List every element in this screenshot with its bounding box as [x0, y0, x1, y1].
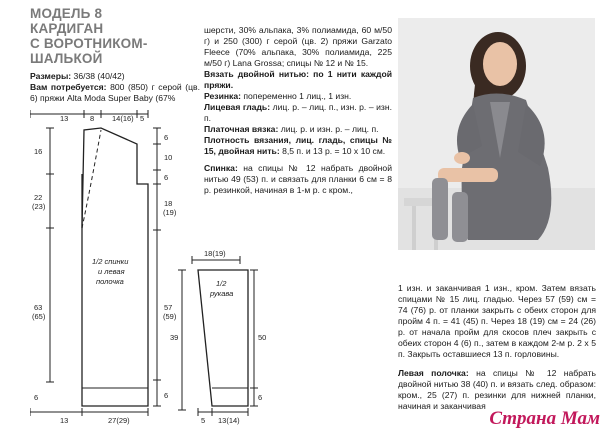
site-watermark: Страна Мам [489, 408, 600, 429]
dim-top-5: 5 [140, 114, 145, 123]
dim-right-10: 10 [164, 153, 173, 162]
density-label: Плотность вязания, лиц. гладь, спицы № 15, двойная нить: [204, 135, 392, 156]
left-front-value: на спицы № 12 набрать двойной нитью 38 (40) п. и вязать след. образом: кром., 25 (27) п. резинки для нижней планки, начиная и заканчивая [398, 368, 596, 412]
garter-label: Платочная вязка: [204, 124, 279, 134]
model-photo [398, 18, 595, 250]
dim-left-63: 63 [34, 303, 43, 312]
sleeve-dim-39: 39 [170, 333, 179, 342]
dim-bottom-13: 13 [60, 416, 69, 425]
sleeve-top-label: 18(19) [204, 249, 226, 258]
dim-top-14: 14(16) [112, 114, 134, 123]
yarn-paragraph: шерсти, 30% альпака, 3% полиамида, 60 м/50 г) и 250 (300) г серой (цв. 2) пряжи Garzato Fleece (70% альпака, 30% полиамида, 225 м/50 г) Lana Grossa; спицы № 12 и № 15. [204, 25, 392, 68]
dim-left-16: 16 [34, 147, 43, 156]
rib-value: попеременно 1 лиц., 1 изн. [241, 91, 352, 101]
dim-top-8: 8 [90, 114, 95, 123]
materials-paragraph [30, 82, 200, 104]
model-photo-illustration [398, 18, 595, 250]
dim-left-6: 6 [34, 393, 39, 402]
article-title [30, 6, 200, 66]
title-line-2: КАРДИГАН [30, 21, 104, 36]
back-label: Спинка: [204, 163, 238, 173]
dim-right-18b: (19) [163, 208, 177, 217]
rib-paragraph [204, 91, 392, 102]
body-piece-label-3: полочка [96, 277, 124, 286]
rib-label: Резинка: [204, 91, 241, 101]
body-piece-label-1: 1/2 спинки [92, 257, 129, 266]
dim-right-6b: 6 [164, 173, 169, 182]
dim-right-6c: 6 [164, 391, 169, 400]
sleeve-dim-bottom-5: 5 [201, 416, 206, 425]
pattern-diagram [30, 110, 274, 426]
double-yarn-note: Вязать двойной нитью: по 1 нити каждой пряжи. [204, 69, 392, 90]
title-line-3: С ВОРОТНИКОМ-ШАЛЬКОЙ [30, 36, 148, 66]
instructions-continued [398, 274, 596, 421]
title-line-1: МОДЕЛЬ 8 [30, 6, 103, 21]
sleeve-dim-bottom-13: 13(14) [218, 416, 240, 425]
sleeve-dim-50: 50 [258, 333, 267, 342]
materials-label: Вам потребуется: [30, 82, 107, 92]
materials-value: 800 (850) г серой (цв. 6) пряжи Alta Moda Super Baby (67% [30, 82, 200, 103]
dim-right-57b: (59) [163, 312, 177, 321]
left-front-label: Левая полочка: [398, 368, 469, 379]
sleeve-dim-6: 6 [258, 393, 263, 402]
garter-value: лиц. р. и изн. р. – лиц. п. [278, 124, 379, 134]
stockinette-value: лиц. р. – лиц. п., изн. р. – изн. п. [204, 102, 392, 123]
back-value: на спицы № 12 набрать двойной нитью 49 (53) п. и связать для планки 6 см = 8 р. резинкой, начиная в 1-м р. с кром., [204, 163, 392, 195]
dim-left-22: 22 [34, 193, 43, 202]
dim-bottom-27: 27(29) [108, 416, 130, 425]
article-header [30, 6, 200, 104]
density-value: 8,5 п. и 13 р. = 10 х 10 см. [279, 146, 386, 156]
body-piece-label-2: и левая [98, 267, 125, 276]
sizes-label: Размеры: [30, 71, 72, 81]
left-front-paragraph [398, 368, 596, 412]
stockinette-label: Лицевая гладь: [204, 102, 271, 112]
dim-left-63b: (65) [32, 312, 46, 321]
dim-top-13: 13 [60, 114, 69, 123]
dim-left-22b: (23) [32, 202, 46, 211]
dim-right-18: 18 [164, 199, 173, 208]
sizes-paragraph [30, 71, 200, 82]
sleeve-label-2: рукава [210, 289, 234, 298]
sizes-value: 36/38 (40/42) [71, 71, 125, 81]
dim-right-57: 57 [164, 303, 173, 312]
sleeve-label-1: 1/2 [216, 279, 227, 288]
dim-right-6: 6 [164, 133, 169, 142]
back-continued-paragraph: 1 изн. и заканчивая 1 изн., кром. Затем вязать спицами № 15 лиц. гладью. Через 57 (59) см = 74 (76) р. от планки закрыть с обеих сторон для пройм 4 п. = 41 (45) п. Через 18 (19) см = 24 (26) р. от начала пройм для скосов плеч закрыть с обеих сторон 4 (6) п., затем в каждом 2-м р. 2 х 5 п. Закрыть оставшиеся 13 п. горловины. [398, 282, 596, 359]
